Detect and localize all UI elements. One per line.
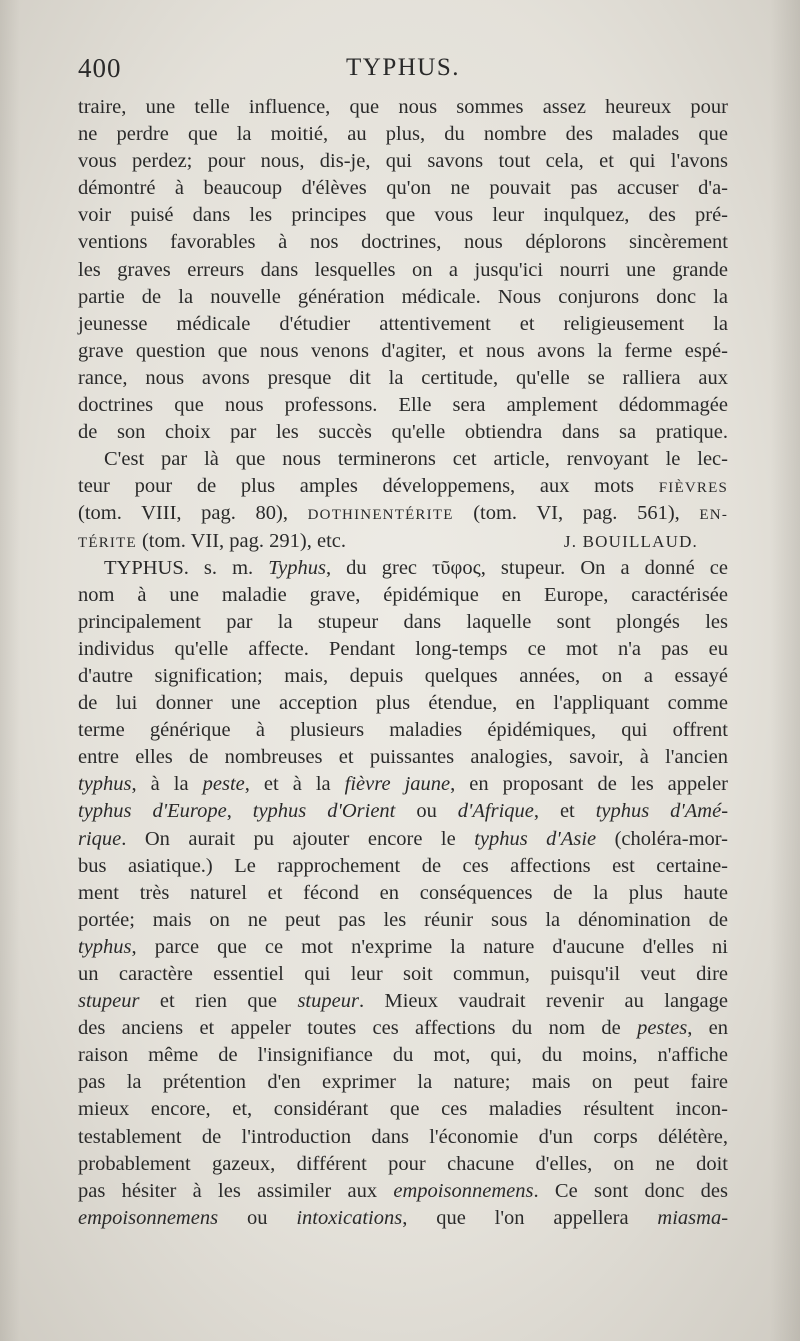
- text-line: [78, 826, 728, 853]
- text-line: entre elles de nombreuses et puissantes analogies, savoir, à l'ancien: [78, 746, 728, 769]
- text-segment: stupeur: [297, 990, 359, 1013]
- text-segment: empoisonnemens: [393, 1179, 534, 1202]
- text-line: [78, 798, 728, 825]
- text-segment: . Ce sont donc des: [533, 1179, 729, 1202]
- text-line: de lui donner une acception plus étendue, en l'appliquant comme: [78, 692, 728, 715]
- text-segment: fièvre jaune: [344, 773, 451, 796]
- text-segment: (tom. VI, pag. 561),: [473, 502, 680, 525]
- text-segment: ou: [416, 800, 437, 823]
- text-line: [78, 473, 728, 500]
- cross-reference: TÉRITE: [78, 534, 137, 551]
- text-segment: ,: [226, 800, 232, 823]
- text-segment: des anciens et appeler toutes ces affections du nom de: [78, 1017, 621, 1040]
- page-right-shadow: [770, 0, 800, 1341]
- text-segment: , en: [687, 1017, 728, 1040]
- text-line: pas la prétention d'en exprimer la nature; mais on peut faire: [78, 1071, 728, 1094]
- text-segment: typhus d'Europe: [78, 800, 227, 823]
- text-line: mieux encore, et, considérant que ces maladies résultent incon-: [78, 1098, 728, 1121]
- text-segment: , et: [533, 800, 575, 823]
- text-line: [78, 1205, 728, 1232]
- author-signature: J. BOUILLAUD.: [563, 531, 698, 551]
- text-line: testablement de l'introduction dans l'économie d'un corps délétère,: [78, 1125, 728, 1148]
- text-line: jeunesse médicale d'étudier attentivement et religieusement la: [78, 312, 728, 335]
- text-line: [78, 1015, 728, 1042]
- text-line: grave question que nous venons d'agiter, et nous avons la ferme espé-: [78, 339, 728, 362]
- text-segment: [78, 528, 346, 555]
- text-line: démontré à beaucoup d'élèves qu'on ne pouvait pas accuser d'a-: [78, 177, 728, 200]
- text-segment: (tom. VIII, pag. 80),: [78, 502, 288, 525]
- text-line: [78, 528, 728, 555]
- text-segment: d'Afrique: [457, 800, 534, 823]
- text-segment: miasma-: [657, 1206, 729, 1229]
- cross-reference: FIÈVRES: [658, 480, 728, 497]
- text-segment: d'Orient: [327, 800, 396, 823]
- text-segment: (tom. VII, pag. 291), etc.: [141, 529, 346, 552]
- text-line: partie de la nouvelle génération médicale. Nous conjurons donc la: [78, 285, 728, 308]
- text-line: ne perdre que la moitié, au plus, du nombre des malades que: [78, 123, 728, 146]
- body-text: [78, 94, 728, 1232]
- greek-word: τῦφος: [432, 556, 481, 579]
- text-line: de son choix par les succès qu'elle obtiendra dans sa pratique.: [78, 421, 728, 444]
- text-segment: typhus: [252, 800, 307, 823]
- text-line: rance, nous avons presque dit la certitude, qu'elle se ralliera aux: [78, 366, 728, 389]
- text-segment: empoisonnemens: [78, 1206, 219, 1229]
- text-line: [78, 1178, 728, 1205]
- text-segment: , du grec: [325, 556, 418, 579]
- text-segment: , que l'on appellera: [402, 1206, 629, 1229]
- text-segment: (choléra-mor-: [614, 827, 729, 850]
- text-segment: teur pour de plus amples développemens, aux mots: [78, 475, 635, 498]
- text-line: ventions favorables à nos doctrines, nous déplorons sincèrement: [78, 231, 728, 254]
- text-segment: et rien que: [159, 990, 278, 1013]
- page-left-shadow: [0, 0, 20, 1341]
- text-line: un caractère essentiel qui leur soit commun, puisqu'il veut dire: [78, 963, 728, 985]
- text-line: ment très naturel et fécond en conséquences de la plus haute: [78, 881, 728, 904]
- text-segment: typhus d'Asie: [474, 827, 597, 850]
- cross-reference: EN-: [699, 507, 729, 524]
- text-line: individus qu'elle affecte. Pendant long-temps ce mot n'a pas eu: [78, 637, 728, 660]
- text-segment: rique: [78, 827, 122, 850]
- text-segment: . Mieux vaudrait revenir au langage: [358, 990, 729, 1013]
- text-line: vous perdez; pour nous, dis-je, qui savons tout cela, et qui l'avons: [78, 150, 728, 173]
- text-line: nom à une maladie grave, épidémique en Europe, caractérisée: [78, 583, 728, 606]
- text-line: traire, une telle influence, que nous sommes assez heureux pour: [78, 96, 728, 118]
- text-segment: . On aurait pu ajouter encore le: [121, 827, 456, 850]
- text-line: d'autre signification; mais, depuis quelques années, on a essayé: [78, 664, 728, 687]
- text-line: C'est par là que nous terminerons cet article, renvoyant le lec-: [104, 448, 728, 471]
- text-segment: typhus d'Amé-: [595, 800, 729, 823]
- text-line: terme générique à plusieurs maladies épidémiques, qui offrent: [78, 719, 728, 742]
- text-line: bus asiatique.) Le rapprochement de ces affections est certaine-: [78, 854, 728, 877]
- text-segment: , et à la: [244, 773, 331, 796]
- text-line: probablement gazeux, différent pour chacune d'elles, on ne doit: [78, 1152, 728, 1175]
- text-segment: , parce que ce mot n'exprime la nature d'aucune d'elles ni: [131, 935, 728, 958]
- text-segment: intoxications: [296, 1206, 403, 1229]
- text-line: [78, 500, 728, 527]
- text-segment: , stupeur. On a donné ce: [480, 556, 729, 579]
- page-header: [78, 52, 728, 84]
- text-line: [78, 988, 728, 1015]
- text-line: portée; mais on ne peut pas les réunir sous la dénomination de: [78, 908, 728, 931]
- text-line: principalement par la stupeur dans laquelle sont plongés les: [78, 610, 728, 633]
- page-number: 400: [78, 53, 122, 83]
- text-segment: Typhus: [268, 556, 326, 579]
- text-line: [78, 555, 728, 582]
- entry-headword: TYPHUS. s. m.: [104, 556, 254, 579]
- text-segment: typhus: [78, 773, 132, 796]
- text-line: [78, 771, 728, 798]
- text-line: doctrines que nous professons. Elle sera amplement dédommagée: [78, 394, 728, 417]
- text-line: les graves erreurs dans lesquelles on a jusqu'ici nourri une grande: [78, 258, 728, 281]
- running-title: TYPHUS.: [346, 54, 460, 81]
- text-segment: , à la: [131, 773, 189, 796]
- text-segment: pestes: [637, 1017, 688, 1040]
- text-segment: pas hésiter à les assimiler aux: [78, 1179, 378, 1202]
- cross-reference: DOTHINENTÉRITE: [307, 507, 454, 524]
- text-line: raison même de l'insignifiance du mot, qui, du moins, n'affiche: [78, 1044, 728, 1067]
- text-segment: ou: [246, 1206, 268, 1229]
- text-segment: typhus: [78, 935, 132, 958]
- text-segment: , en proposant de les appeler: [450, 773, 729, 796]
- text-segment: stupeur: [78, 990, 140, 1013]
- text-line: [78, 934, 728, 961]
- text-segment: peste: [202, 773, 245, 796]
- text-line: voir puisé dans les principes que vous leur inqulquez, des pré-: [78, 204, 728, 227]
